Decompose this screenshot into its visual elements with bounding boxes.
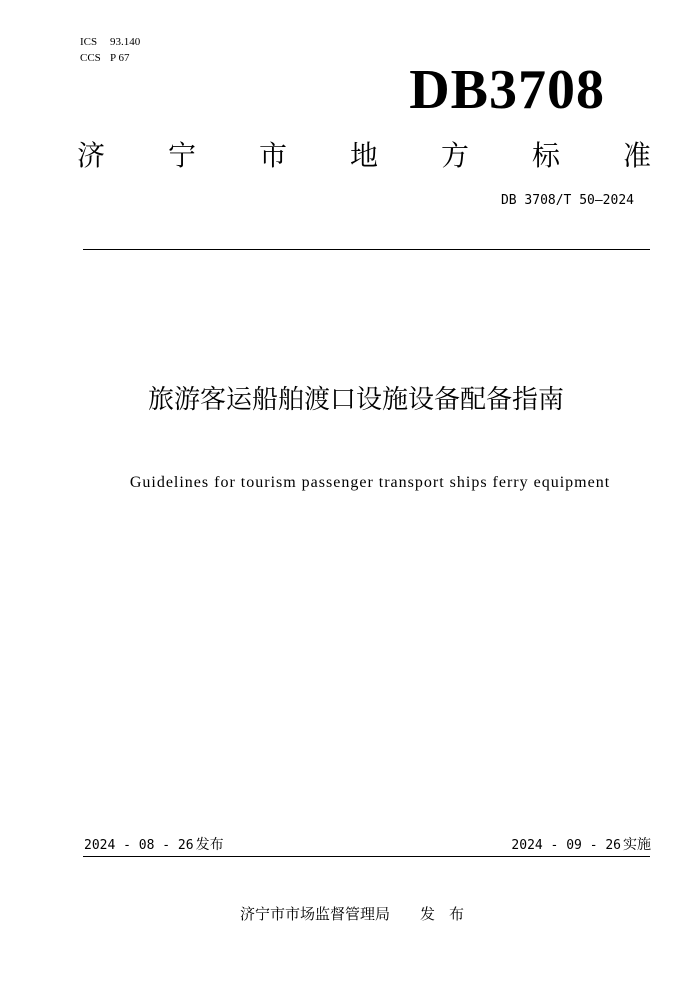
ics-row bbox=[80, 34, 140, 50]
issue-date-block bbox=[84, 835, 224, 856]
issue-word: 发布 bbox=[195, 837, 224, 853]
implement-date: 2024 - 09 - 26 bbox=[511, 838, 621, 853]
standard-type-char: 标 bbox=[531, 139, 560, 172]
ccs-label: CCS bbox=[80, 52, 101, 64]
document-title-chinese: 旅游客运船舶渡口设施设备配备指南 bbox=[147, 385, 564, 415]
issue-date: 2024 - 08 - 26 bbox=[84, 838, 194, 853]
ccs-row bbox=[80, 50, 140, 66]
ics-code: 93.140 bbox=[110, 36, 141, 48]
publisher-action: 发布 bbox=[420, 905, 479, 923]
standard-type-char: 市 bbox=[258, 139, 287, 172]
implement-word: 实施 bbox=[623, 837, 651, 853]
implement-date-block bbox=[440, 835, 651, 856]
standard-type-char: 地 bbox=[349, 139, 378, 172]
standard-type-char: 济 bbox=[76, 139, 105, 172]
classification-codes bbox=[80, 34, 140, 66]
standard-type-char: 方 bbox=[440, 139, 469, 172]
ics-label: ICS bbox=[80, 36, 98, 48]
standard-type-heading bbox=[76, 134, 652, 174]
ccs-code: P 67 bbox=[110, 52, 130, 64]
publisher-name: 济宁市市场监督管理局 bbox=[239, 905, 390, 923]
bottom-divider bbox=[83, 856, 650, 857]
top-divider bbox=[83, 249, 650, 250]
standard-type-char: 宁 bbox=[167, 139, 196, 172]
standard-number: DB 3708/T 50—2024 bbox=[500, 193, 634, 208]
standard-mark: DB3708 bbox=[409, 59, 605, 121]
document-title-english: Guidelines for tourism passenger transport ships ferry equipment bbox=[129, 474, 611, 491]
standard-type-char: 准 bbox=[622, 139, 651, 172]
publisher-line bbox=[0, 903, 700, 925]
